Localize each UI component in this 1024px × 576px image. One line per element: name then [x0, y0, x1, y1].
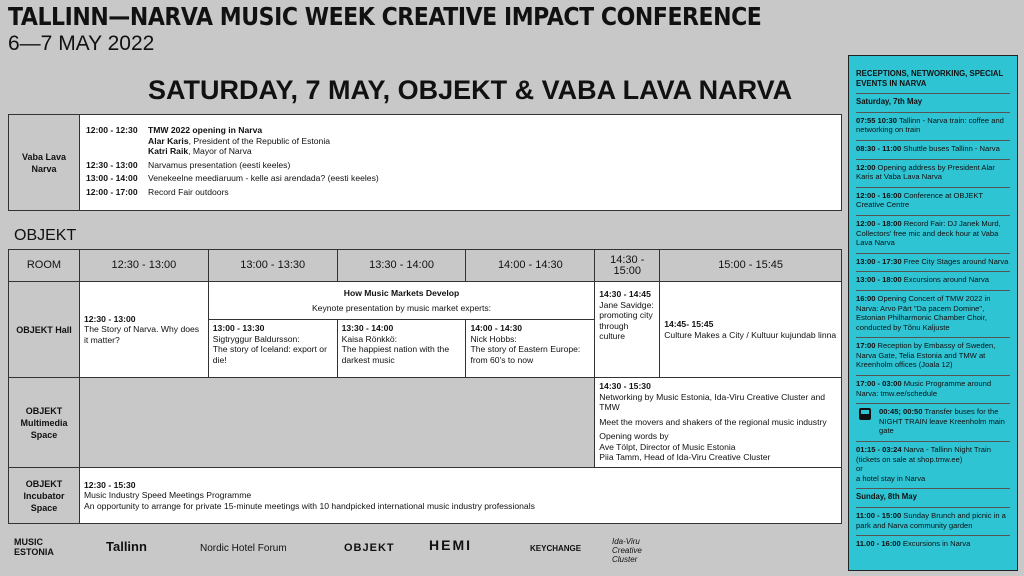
session-text: The Story of Narva. Why does it matter? — [83, 324, 200, 345]
session-story-of-narva — [79, 282, 208, 378]
vaba-row-time: 12:00 - 17:00 — [86, 186, 138, 197]
session-text: The happiest nation with the darkest music — [341, 344, 450, 365]
vaba-row-time: 12:30 - 13:00 — [86, 159, 138, 170]
session-text: The story of Eastern Europe: from 60's to now — [470, 344, 581, 365]
sidebar-event: 12:00 - 16:00 Conference at OBJEKT Creative Centre — [856, 188, 1010, 216]
session-time: 14:30 - 15:30 — [599, 381, 651, 391]
session-eastern-europe — [466, 320, 595, 378]
session-text: Meet the movers and shakers of the regional music industry — [599, 416, 827, 427]
sidebar-event: 12:00 - 18:00 Record Fair: DJ Janek Murd, Collectors' free mic and deck hour at Vaba Lava Narva — [856, 216, 1010, 254]
sidebar-event: 11.00 - 16:00 Excursions in Narva — [856, 539, 971, 549]
vaba-row-title: TMW 2022 opening in Narva — [148, 125, 263, 135]
session-time: 14:45- 15:45 — [664, 319, 714, 329]
vaba-lava-table — [8, 114, 842, 211]
empty-slot — [79, 378, 594, 468]
header-time-slot: 13:00 - 13:30 — [208, 250, 337, 282]
sidebar-event: 08:30 - 11:00 Shuttle buses Tallinn - Narva — [856, 141, 1010, 160]
session-text: Culture Makes a City / Kultuur kujundab linna — [664, 329, 837, 340]
sidebar-title: RECEPTIONS, NETWORKING, SPECIAL EVENTS IN NARVA — [856, 66, 1010, 94]
vaba-row-title: Venekeelne meediaruum - kelle asi arendada? (eesti keeles) — [148, 173, 379, 183]
sidebar-event: 11:00 - 15:00 Sunday Brunch and picnic in a park and Narva community garden — [856, 508, 1010, 536]
session-title: Music Industry Speed Meetings Programme — [83, 490, 252, 501]
session-time: 13:00 - 13:30 — [212, 323, 265, 333]
room-vaba-lava: Vaba Lava Narva — [9, 115, 80, 211]
sponsor-logos — [14, 535, 654, 563]
session-culture-makes-a-city — [660, 282, 842, 378]
sidebar-event-night-train: 01:15 - 03:24 Narva - Tallinn Night Train (tickets on sale at shop.tmw.ee) or a hotel stay in Narva — [856, 442, 1010, 489]
session-speed-meetings — [79, 468, 841, 524]
vaba-row — [86, 125, 835, 157]
header-time-slot: 13:30 - 14:00 — [337, 250, 466, 282]
keynote-subtitle: Keynote presentation by music market experts: — [311, 302, 492, 313]
session-speaker: Kaisa Rönkkö: — [341, 333, 398, 344]
objekt-schedule-table — [8, 249, 842, 524]
vaba-row-time: 12:00 - 12:30 — [86, 125, 138, 135]
sidebar-event: 12:00 Opening address by President Alar Karis at Vaba Lava Narva — [856, 160, 1010, 188]
session-time: 12:30 - 15:30 — [83, 479, 136, 490]
events-sidebar — [848, 55, 1018, 571]
vaba-row-title: Record Fair outdoors — [148, 186, 229, 197]
keynote-music-markets — [208, 282, 594, 320]
header-time-slot: 12:30 - 13:00 — [79, 250, 208, 282]
sidebar-event: 17:00 - 03:00 Music Programme around Narva: tmw.ee/schedule — [856, 376, 1010, 404]
session-text: Piia Tamm, Head of Ida-Viru Creative Cluster — [599, 452, 771, 462]
room-objekt-hall: OBJEKT Hall — [9, 282, 80, 378]
session-text: Jane Savidge: promoting city through culture — [599, 299, 654, 341]
sidebar-day-sunday: Sunday, 8th May — [856, 489, 1010, 508]
session-time: 14:30 - 14:45 — [599, 289, 651, 299]
page-dates: 6—7 MAY 2022 — [8, 32, 155, 55]
header-time-slot: 14:30 - 15:00 — [595, 250, 660, 282]
vaba-row — [86, 160, 835, 171]
session-title: Networking by Music Estonia, Ida-Viru Creative Cluster and TMW — [599, 391, 826, 412]
session-text: Ave Tölpt, Director of Music Estonia — [599, 441, 736, 452]
session-time: 13:30 - 14:00 — [341, 323, 394, 333]
session-text: The story of Iceland: export or die! — [212, 344, 327, 365]
sidebar-event: 16:00 Opening Concert of TMW 2022 in Narva: Arvo Pärt "Da pacem Domine", Estonian Philharmonic Chamber Choir, conducted by Tõnu Kaljuste — [856, 291, 1010, 338]
session-iceland — [208, 320, 337, 378]
vaba-row — [86, 187, 835, 198]
sidebar-event: 07:55 10:30 Tallinn - Narva train: coffee and networking on train — [856, 113, 1010, 141]
sidebar-event-bus: 00:45; 00:50 Transfer buses for the NIGHT TRAIN leave Kreenholm main gate — [856, 404, 1010, 442]
vaba-row — [86, 173, 835, 184]
session-speaker: Sigtryggur Baldursson: — [212, 333, 300, 344]
page-title: TALLINN—NARVA MUSIC WEEK CREATIVE IMPACT CONFERENCE — [8, 2, 762, 31]
session-time: 14:00 - 14:30 — [470, 323, 523, 333]
header-time-slot: 14:00 - 14:30 — [466, 250, 595, 282]
sidebar-event: 13:00 - 17:30 Free City Stages around Narva — [856, 254, 1010, 273]
vaba-row-title: Narvamus presentation (eesti keeles) — [148, 159, 291, 170]
session-happiest-nation — [337, 320, 466, 378]
logo-nordic-hotel-forum: Nordic Hotel Forum — [200, 543, 287, 554]
session-time: 12:30 - 13:00 — [83, 313, 136, 324]
logo-tallinn: Tallinn — [106, 539, 147, 554]
room-objekt-multimedia: OBJEKT Multimedia Space — [9, 378, 80, 468]
header-room: ROOM — [9, 250, 80, 282]
keynote-title: How Music Markets Develop — [343, 288, 460, 298]
sidebar-day-saturday: Saturday, 7th May — [856, 94, 1010, 113]
sidebar-event: 13:00 - 18:00 Excursions around Narva — [856, 272, 1010, 291]
logo-hemi: HEMI — [429, 537, 472, 553]
session-text: An opportunity to arrange for private 15-minute meetings with 10 handpicked international music industry professionals — [83, 500, 535, 511]
logo-music-estonia: MUSIC ESTONIA — [14, 537, 54, 557]
session-speaker: Nick Hobbs: — [470, 333, 517, 344]
vaba-speaker: Katri Raik, Mayor of Narva — [148, 146, 252, 156]
logo-ida-viru-creative-cluster: Ida-Viru Creative Cluster — [612, 537, 642, 564]
day-title: SATURDAY, 7 MAY, OBJEKT & VABA LAVA NARVA — [148, 75, 793, 105]
logo-keychange: KEYCHANGE — [530, 544, 582, 553]
logo-objekt: OBJEKT — [344, 542, 395, 554]
sidebar-event: 17:00 Reception by Embassy of Sweden, Narva Gate, Telia Estonia and TMW at Kreenholm offices (Joala 12) — [856, 338, 1010, 376]
bus-icon — [859, 408, 871, 420]
vaba-lava-programme — [80, 115, 842, 211]
session-text: Opening words by — [599, 431, 669, 441]
session-jane-savidge — [595, 282, 660, 378]
vaba-speaker: Alar Karis, President of the Republic of Estonia — [148, 135, 331, 146]
objekt-section-label: OBJEKT — [14, 227, 77, 244]
vaba-row-time: 13:00 - 14:00 — [86, 173, 138, 183]
room-objekt-incubator: OBJEKT Incubator Space — [9, 468, 80, 524]
header-time-slot: 15:00 - 15:45 — [660, 250, 842, 282]
session-networking — [595, 378, 842, 468]
